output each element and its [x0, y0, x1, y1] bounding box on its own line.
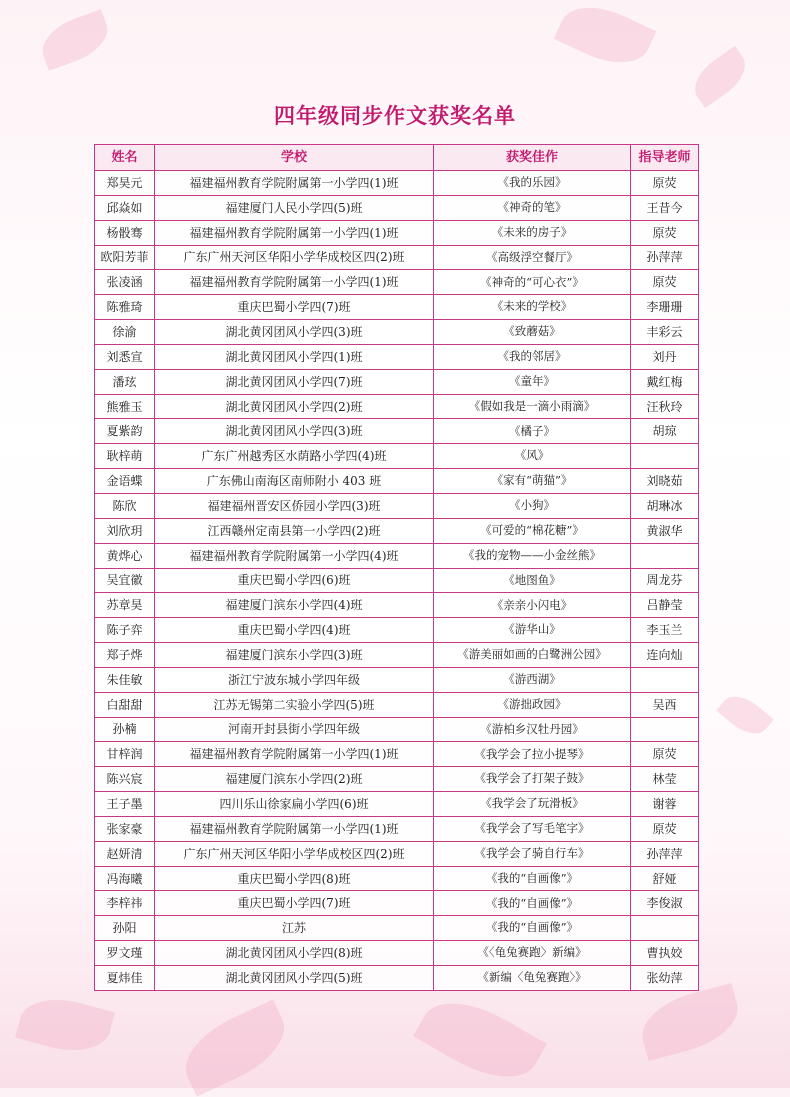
- teacher-name: 张幼萍: [631, 966, 699, 991]
- school-name: 广东广州天河区华阳小学华成校区四(2)班: [155, 841, 434, 866]
- award-work: 《游拙政园》: [434, 692, 631, 717]
- student-name: 王子墨: [95, 792, 155, 817]
- student-name: 黄烨心: [95, 543, 155, 568]
- teacher-name: 王昔今: [631, 195, 699, 220]
- award-work: 《游西湖》: [434, 667, 631, 692]
- table-row: [95, 344, 699, 369]
- school-name: 重庆巴蜀小学四(8)班: [155, 866, 434, 891]
- student-name: 熊雅玉: [95, 394, 155, 419]
- teacher-name: 原荧: [631, 742, 699, 767]
- teacher-name: 原荧: [631, 171, 699, 196]
- teacher-name: 丰彩云: [631, 320, 699, 345]
- teacher-name: 刘丹: [631, 344, 699, 369]
- table-row: [95, 518, 699, 543]
- school-name: 重庆巴蜀小学四(7)班: [155, 295, 434, 320]
- table-row: [95, 593, 699, 618]
- student-name: 潘玹: [95, 369, 155, 394]
- school-name: 湖北黄冈团风小学四(7)班: [155, 369, 434, 394]
- table-row: [95, 444, 699, 469]
- student-name: 陈雅琦: [95, 295, 155, 320]
- student-name: 郑昊元: [95, 171, 155, 196]
- teacher-name: 谢蓉: [631, 792, 699, 817]
- award-work: 《风》: [434, 444, 631, 469]
- teacher-name: 李玉兰: [631, 618, 699, 643]
- student-name: 陈欣: [95, 493, 155, 518]
- table-row: [95, 493, 699, 518]
- table-row: [95, 816, 699, 841]
- student-name: 陈子弈: [95, 618, 155, 643]
- award-work: 《我学会了拉小提琴》: [434, 742, 631, 767]
- school-name: 江苏无锡第二实验小学四(5)班: [155, 692, 434, 717]
- teacher-name: 李珊珊: [631, 295, 699, 320]
- teacher-name: [631, 916, 699, 941]
- school-name: 湖北黄冈团风小学四(3)班: [155, 320, 434, 345]
- school-name: 福建福州教育学院附属第一小学四(1)班: [155, 220, 434, 245]
- table-row: [95, 543, 699, 568]
- award-work: 《我的宠物——小金丝熊》: [434, 543, 631, 568]
- page-title: 四年级同步作文获奖名单: [274, 104, 516, 128]
- table-row: [95, 320, 699, 345]
- award-work: 《游美丽如画的白鹭洲公园》: [434, 643, 631, 668]
- award-work: 《家有“萌猫”》: [434, 469, 631, 494]
- award-work: 《神奇的“可心衣”》: [434, 270, 631, 295]
- teacher-name: 吕静莹: [631, 593, 699, 618]
- school-name: 重庆巴蜀小学四(6)班: [155, 568, 434, 593]
- school-name: 重庆巴蜀小学四(7)班: [155, 891, 434, 916]
- teacher-name: 刘晓茹: [631, 469, 699, 494]
- award-work: 《橘子》: [434, 419, 631, 444]
- student-name: 夏紫韵: [95, 419, 155, 444]
- award-work: 《〈龟兔赛跑〉新编》: [434, 941, 631, 966]
- table-row: [95, 866, 699, 891]
- table-row: [95, 568, 699, 593]
- student-name: 吴宜徽: [95, 568, 155, 593]
- school-name: 广东佛山南海区南师附小 403 班: [155, 469, 434, 494]
- teacher-name: 黄淑华: [631, 518, 699, 543]
- header-name: 姓名: [95, 145, 155, 171]
- teacher-name: 胡琳冰: [631, 493, 699, 518]
- table-row: [95, 692, 699, 717]
- student-name: 孙楠: [95, 717, 155, 742]
- school-name: 福建厦门滨东小学四(3)班: [155, 643, 434, 668]
- award-work: 《游华山》: [434, 618, 631, 643]
- table-row: [95, 270, 699, 295]
- award-work: 《致蘑菇》: [434, 320, 631, 345]
- school-name: 湖北黄冈团风小学四(8)班: [155, 941, 434, 966]
- award-work: 《我学会了玩滑板》: [434, 792, 631, 817]
- header-work: 获奖佳作: [434, 145, 631, 171]
- teacher-name: [631, 717, 699, 742]
- teacher-name: 孙萍萍: [631, 245, 699, 270]
- school-name: 福建福州教育学院附属第一小学四(1)班: [155, 171, 434, 196]
- student-name: 甘梓润: [95, 742, 155, 767]
- teacher-name: [631, 543, 699, 568]
- school-name: 河南开封县街小学四年级: [155, 717, 434, 742]
- student-name: 徐渝: [95, 320, 155, 345]
- table-row: [95, 941, 699, 966]
- student-name: 冯海曦: [95, 866, 155, 891]
- student-name: 耿梓萌: [95, 444, 155, 469]
- table-row: [95, 469, 699, 494]
- award-work: 《未来的学校》: [434, 295, 631, 320]
- school-name: 湖北黄冈团风小学四(1)班: [155, 344, 434, 369]
- award-work: 《我的邻居》: [434, 344, 631, 369]
- student-name: 赵妍清: [95, 841, 155, 866]
- award-work: 《亲亲小闪电》: [434, 593, 631, 618]
- header-school: 学校: [155, 145, 434, 171]
- student-name: 邱焱如: [95, 195, 155, 220]
- award-work: 《小狗》: [434, 493, 631, 518]
- teacher-name: 原荧: [631, 270, 699, 295]
- table-row: [95, 220, 699, 245]
- student-name: 李梓祎: [95, 891, 155, 916]
- award-work: 《我的“自画像”》: [434, 916, 631, 941]
- award-work: 《我的“自画像”》: [434, 891, 631, 916]
- table-row: [95, 394, 699, 419]
- school-name: 湖北黄冈团风小学四(2)班: [155, 394, 434, 419]
- table-row: [95, 667, 699, 692]
- school-name: 江苏: [155, 916, 434, 941]
- table-header-row: [95, 145, 699, 171]
- table-row: [95, 966, 699, 991]
- table-row: [95, 767, 699, 792]
- table-row: [95, 841, 699, 866]
- student-name: 苏章昊: [95, 593, 155, 618]
- school-name: 浙江宁波东城小学四年级: [155, 667, 434, 692]
- teacher-name: [631, 444, 699, 469]
- school-name: 湖北黄冈团风小学四(5)班: [155, 966, 434, 991]
- student-name: 杨骰骞: [95, 220, 155, 245]
- award-work: 《未来的房子》: [434, 220, 631, 245]
- teacher-name: 孙萍萍: [631, 841, 699, 866]
- award-table: [94, 144, 699, 991]
- award-work: 《我的“自画像”》: [434, 866, 631, 891]
- student-name: 陈兴宸: [95, 767, 155, 792]
- teacher-name: 舒娅: [631, 866, 699, 891]
- teacher-name: 李俊淑: [631, 891, 699, 916]
- teacher-name: 连向灿: [631, 643, 699, 668]
- student-name: 张家豪: [95, 816, 155, 841]
- student-name: 张凌涵: [95, 270, 155, 295]
- award-work: 《高级浮空餐厅》: [434, 245, 631, 270]
- school-name: 江西赣州定南县第一小学四(2)班: [155, 518, 434, 543]
- table-row: [95, 742, 699, 767]
- student-name: 金语蝶: [95, 469, 155, 494]
- school-name: 福建福州教育学院附属第一小学四(4)班: [155, 543, 434, 568]
- school-name: 广东广州越秀区水荫路小学四(4)班: [155, 444, 434, 469]
- table-row: [95, 618, 699, 643]
- school-name: 福建福州晋安区侨园小学四(3)班: [155, 493, 434, 518]
- school-name: 福建福州教育学院附属第一小学四(1)班: [155, 816, 434, 841]
- school-name: 福建福州教育学院附属第一小学四(1)班: [155, 270, 434, 295]
- student-name: 刘悉宣: [95, 344, 155, 369]
- student-name: 白甜甜: [95, 692, 155, 717]
- table-row: [95, 792, 699, 817]
- award-work: 《神奇的笔》: [434, 195, 631, 220]
- table-row: [95, 195, 699, 220]
- table-row: [95, 916, 699, 941]
- teacher-name: 胡琼: [631, 419, 699, 444]
- school-name: 广东广州天河区华阳小学华成校区四(2)班: [155, 245, 434, 270]
- award-work: 《可爱的“棉花糖”》: [434, 518, 631, 543]
- school-name: 湖北黄冈团风小学四(3)班: [155, 419, 434, 444]
- student-name: 欧阳芳菲: [95, 245, 155, 270]
- teacher-name: 周龙芬: [631, 568, 699, 593]
- school-name: 福建福州教育学院附属第一小学四(1)班: [155, 742, 434, 767]
- award-work: 《假如我是一滴小雨滴》: [434, 394, 631, 419]
- table-row: [95, 369, 699, 394]
- table-row: [95, 891, 699, 916]
- award-work: 《我的乐园》: [434, 171, 631, 196]
- table-row: [95, 295, 699, 320]
- table-row: [95, 643, 699, 668]
- student-name: 刘欣玥: [95, 518, 155, 543]
- award-work: 《地图鱼》: [434, 568, 631, 593]
- header-teacher: 指导老师: [631, 145, 699, 171]
- award-work: 《新编〈龟兔赛跑〉》: [434, 966, 631, 991]
- award-work: 《童年》: [434, 369, 631, 394]
- teacher-name: 曹执姣: [631, 941, 699, 966]
- teacher-name: 戴红梅: [631, 369, 699, 394]
- school-name: 福建厦门人民小学四(5)班: [155, 195, 434, 220]
- student-name: 罗文瑾: [95, 941, 155, 966]
- table-row: [95, 245, 699, 270]
- student-name: 朱佳敏: [95, 667, 155, 692]
- school-name: 重庆巴蜀小学四(4)班: [155, 618, 434, 643]
- teacher-name: 原荧: [631, 816, 699, 841]
- award-work: 《我学会了骑自行车》: [434, 841, 631, 866]
- teacher-name: [631, 667, 699, 692]
- school-name: 福建厦门滨东小学四(2)班: [155, 767, 434, 792]
- teacher-name: 吴西: [631, 692, 699, 717]
- table-row: [95, 419, 699, 444]
- award-work: 《我学会了写毛笔字》: [434, 816, 631, 841]
- school-name: 福建厦门滨东小学四(4)班: [155, 593, 434, 618]
- teacher-name: 林莹: [631, 767, 699, 792]
- table-row: [95, 171, 699, 196]
- teacher-name: 原荧: [631, 220, 699, 245]
- award-work: 《我学会了打架子鼓》: [434, 767, 631, 792]
- award-work: 《游柏乡汉牡丹园》: [434, 717, 631, 742]
- student-name: 郑子烨: [95, 643, 155, 668]
- student-name: 夏炜佳: [95, 966, 155, 991]
- table-row: [95, 717, 699, 742]
- teacher-name: 汪秋玲: [631, 394, 699, 419]
- student-name: 孙阳: [95, 916, 155, 941]
- school-name: 四川乐山徐家扁小学四(6)班: [155, 792, 434, 817]
